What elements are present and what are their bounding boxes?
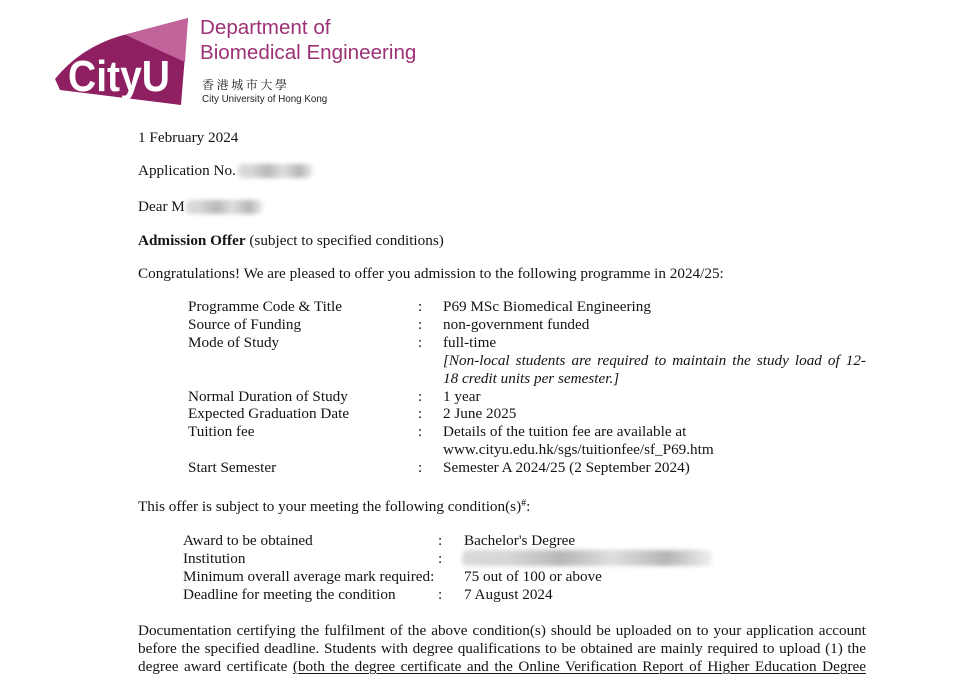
conditions-intro-colon: : xyxy=(526,498,531,515)
deadline-label: Deadline for meeting the condition xyxy=(183,585,396,603)
start-semester-value: Semester A 2024/25 (2 September 2024) xyxy=(443,459,690,477)
department-name xyxy=(200,16,416,65)
documentation-line-2: before the specified deadline. Students with degree qualifications to be obtained are mainly required to upload (1) the xyxy=(138,639,866,657)
offer-heading xyxy=(138,232,444,250)
tuition-fee-label: Tuition fee xyxy=(188,423,255,441)
separator-colon: : xyxy=(438,585,443,603)
documentation-line-1: Documentation certifying the fulfilment of the above condition(s) should be uploaded on to your application account xyxy=(138,622,866,639)
start-semester-label: Start Semester xyxy=(188,459,277,477)
application-number-label: Application No. xyxy=(138,162,236,179)
condition-row-award xyxy=(183,532,602,550)
institution-label: Institution xyxy=(183,549,246,567)
condition-footnote-mark: # xyxy=(521,498,527,509)
application-number-line xyxy=(138,162,236,180)
programme-row-duration xyxy=(188,388,866,406)
condition-row-deadline xyxy=(183,586,602,604)
offer-title: Admission Offer xyxy=(138,232,246,249)
cityu-logo xyxy=(50,14,195,109)
documentation-line-3-start: degree award certificate xyxy=(138,657,288,675)
salutation: Dear M xyxy=(138,198,185,215)
duration-label: Normal Duration of Study xyxy=(188,387,348,405)
separator-colon: : xyxy=(418,315,423,333)
tuition-fee-value-block xyxy=(443,423,866,459)
department-line-1: Department of xyxy=(200,16,331,39)
condition-row-min-mark xyxy=(183,568,602,586)
separator-colon: : xyxy=(418,387,423,405)
separator-colon: : xyxy=(418,459,423,477)
separator-colon: : xyxy=(418,333,423,351)
funding-label: Source of Funding xyxy=(188,315,302,333)
letter-date: 1 February 2024 xyxy=(138,129,239,146)
intro-sentence: Congratulations! We are pleased to offer you admission to the following programme in 2024/25: xyxy=(138,265,724,282)
separator-colon: : xyxy=(438,549,443,567)
salutation-line xyxy=(138,198,185,216)
programme-row-funding xyxy=(188,316,866,334)
university-name-english: City University of Hong Kong xyxy=(202,94,328,105)
logo-wordmark: CityU xyxy=(68,52,170,101)
redacted-institution-name xyxy=(462,550,712,566)
mode-label: Mode of Study xyxy=(188,333,280,351)
separator-colon: : xyxy=(418,298,423,315)
department-line-2: Biomedical Engineering xyxy=(200,40,417,64)
conditions-intro xyxy=(138,498,530,516)
deadline-value: 7 August 2024 xyxy=(464,585,553,603)
mode-value-block xyxy=(443,334,866,388)
study-load-note-line-2: 18 credit units per semester.] xyxy=(443,369,620,387)
redacted-recipient-name xyxy=(186,200,263,214)
min-mark-label: Minimum overall average mark required: xyxy=(183,567,435,585)
programme-row-graduation xyxy=(188,405,866,423)
conditions-intro-text: This offer is subject to your meeting the following condition(s) xyxy=(138,498,522,515)
graduation-date-label: Expected Graduation Date xyxy=(188,405,350,423)
award-label: Award to be obtained xyxy=(183,532,313,549)
offer-subtitle: (subject to specified conditions) xyxy=(249,232,444,249)
tuition-fee-text: Details of the tuition fee are available at xyxy=(443,423,687,441)
programme-code-title-value: P69 MSc Biomedical Engineering xyxy=(443,298,651,315)
study-load-note-line-1: [Non-local students are required to maintain the study load of 12- xyxy=(443,351,866,369)
programme-row-start xyxy=(188,459,866,477)
university-name-chinese: 香港城市大學 xyxy=(202,78,290,92)
duration-value: 1 year xyxy=(443,387,481,405)
separator-colon: : xyxy=(418,423,423,441)
documentation-paragraph xyxy=(138,622,866,676)
min-mark-value: 75 out of 100 or above xyxy=(464,567,602,585)
graduation-date-value: 2 June 2025 xyxy=(443,405,517,423)
separator-colon: : xyxy=(418,405,423,423)
award-value: Bachelor's Degree xyxy=(464,532,576,549)
programme-details-table xyxy=(188,298,866,477)
documentation-line-3 xyxy=(138,658,866,676)
mode-value: full-time xyxy=(443,333,497,351)
programme-code-title-label: Programme Code & Title xyxy=(188,298,342,315)
programme-row-mode xyxy=(188,334,866,388)
programme-row-tuition xyxy=(188,423,866,459)
funding-value: non-government funded xyxy=(443,315,590,333)
conditions-table xyxy=(183,532,602,604)
tuition-fee-url: www.cityu.edu.hk/sgs/tuitionfee/sf_P69.htm xyxy=(443,441,714,459)
programme-row-code-title xyxy=(188,298,866,316)
documentation-underlined-text: (both the degree certificate and the Online Verification Report of Higher Education Degree xyxy=(292,657,866,675)
redacted-application-number xyxy=(238,164,313,178)
separator-colon: : xyxy=(438,532,443,549)
